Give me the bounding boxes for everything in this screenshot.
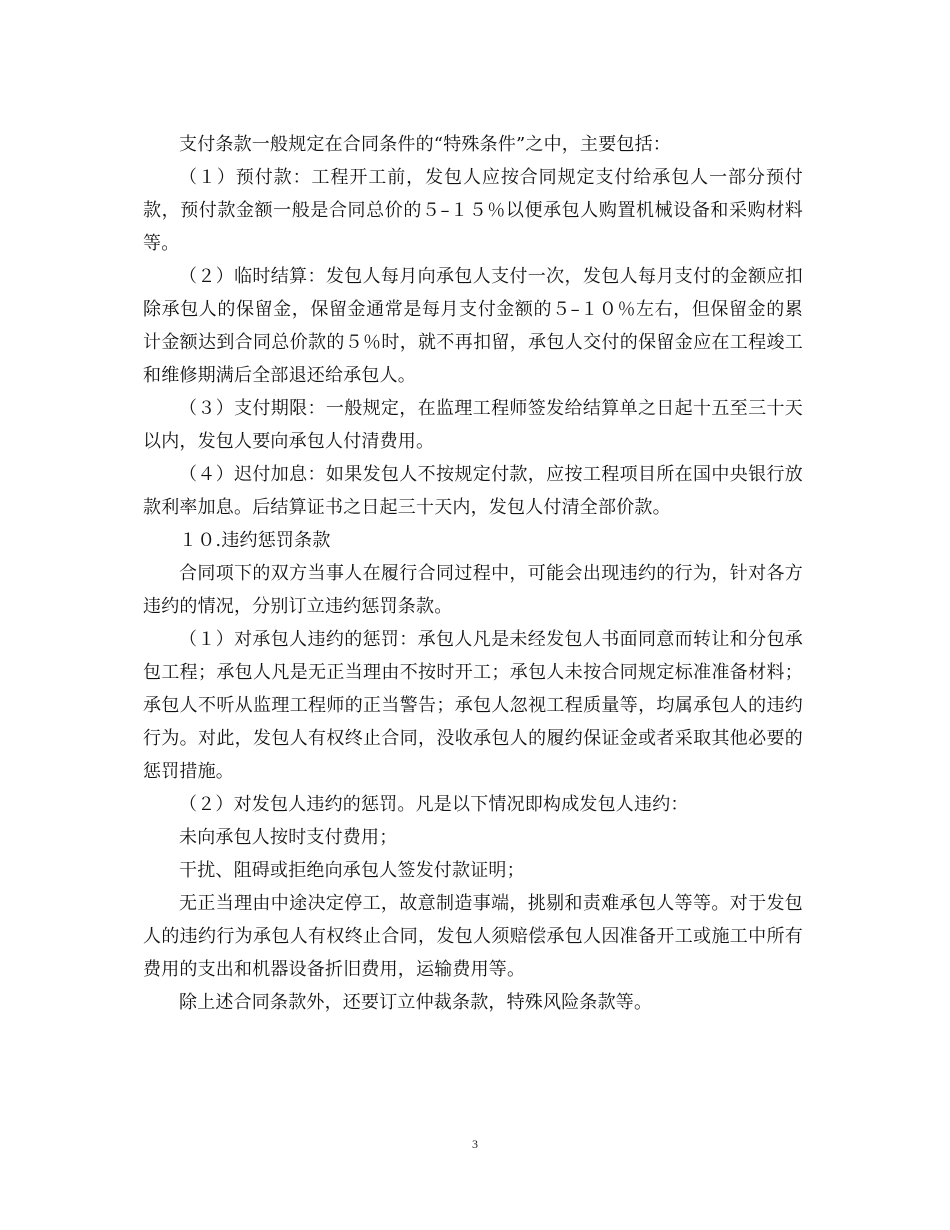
paragraph-payment-deadline: （３）支付期限：一般规定，在监理工程师签发给结算单之日起十五至三十天以内，发包人要向承包人付清费用。 — [143, 398, 803, 452]
list-item-late-payment: 未向承包人按时支付费用； — [179, 827, 398, 848]
document-body — [143, 128, 803, 1019]
paragraph-payment-intro: 支付条款一般规定在合同条件的“特殊条件”之中，主要包括： — [179, 134, 672, 155]
paragraph-contractor-breach: （１）对承包人违约的惩罚：承包人凡是未经发包人书面同意而转让和分包承包工程；承包人凡是无正当理由不按时开工；承包人未按合同规定标准准备材料；承包人不听从监理工程师的正当警告；承包人忽视工程质量等，均属承包人的违约行为。对此，发包人有权终止合同，没收承包人的履约保证金或者采取其他必要的惩罚措施。 — [143, 629, 803, 782]
paragraph-employer-breach: （２）对发包人违约的惩罚。凡是以下情况即构成发包人违约： — [179, 794, 689, 815]
page-number: 3 — [472, 1137, 478, 1151]
paragraph-interim-settlement: （２）临时结算：发包人每月向承包人支付一次，发包人每月支付的金额应扣除承包人的保留金，保留金通常是每月支付金额的５–１０％左右，但保留金的累计金额达到合同总价款的５％时，就不再扣留，承包人交付的保留金应在工程竣工和维修期满后全部退还给承包人。 — [143, 266, 803, 386]
section-heading-breach: １０.违约惩罚条款 — [179, 530, 331, 551]
list-item-obstruction: 干扰、阻碍或拒绝向承包人签发付款证明； — [179, 860, 525, 881]
paragraph-other-clauses: 除上述合同条款外，还要订立仲裁条款，特殊风险条款等。 — [179, 992, 653, 1013]
paragraph-late-interest: （４）迟付加息：如果发包人不按规定付款，应按工程项目所在国中央银行放款利率加息。后结算证书之日起三十天内，发包人付清全部价款。 — [143, 464, 803, 518]
paragraph-breach-intro: 合同项下的双方当事人在履行合同过程中，可能会出现违约的行为，针对各方违约的情况，分别订立违约惩罚条款。 — [143, 563, 803, 617]
list-item-unjustified-stop: 无正当理由中途决定停工，故意制造事端，挑剔和责难承包人等等。对于发包人的违约行为承包人有权终止合同，发包人须赔偿承包人因准备开工或施工中所有费用的支出和机器设备折旧费用，运输费用等。 — [143, 893, 803, 980]
paragraph-advance-payment: （１）预付款：工程开工前，发包人应按合同规定支付给承包人一部分预付款，预付款金额一般是合同总价的５–１５％以便承包人购置机械设备和采购材料等。 — [143, 167, 803, 254]
